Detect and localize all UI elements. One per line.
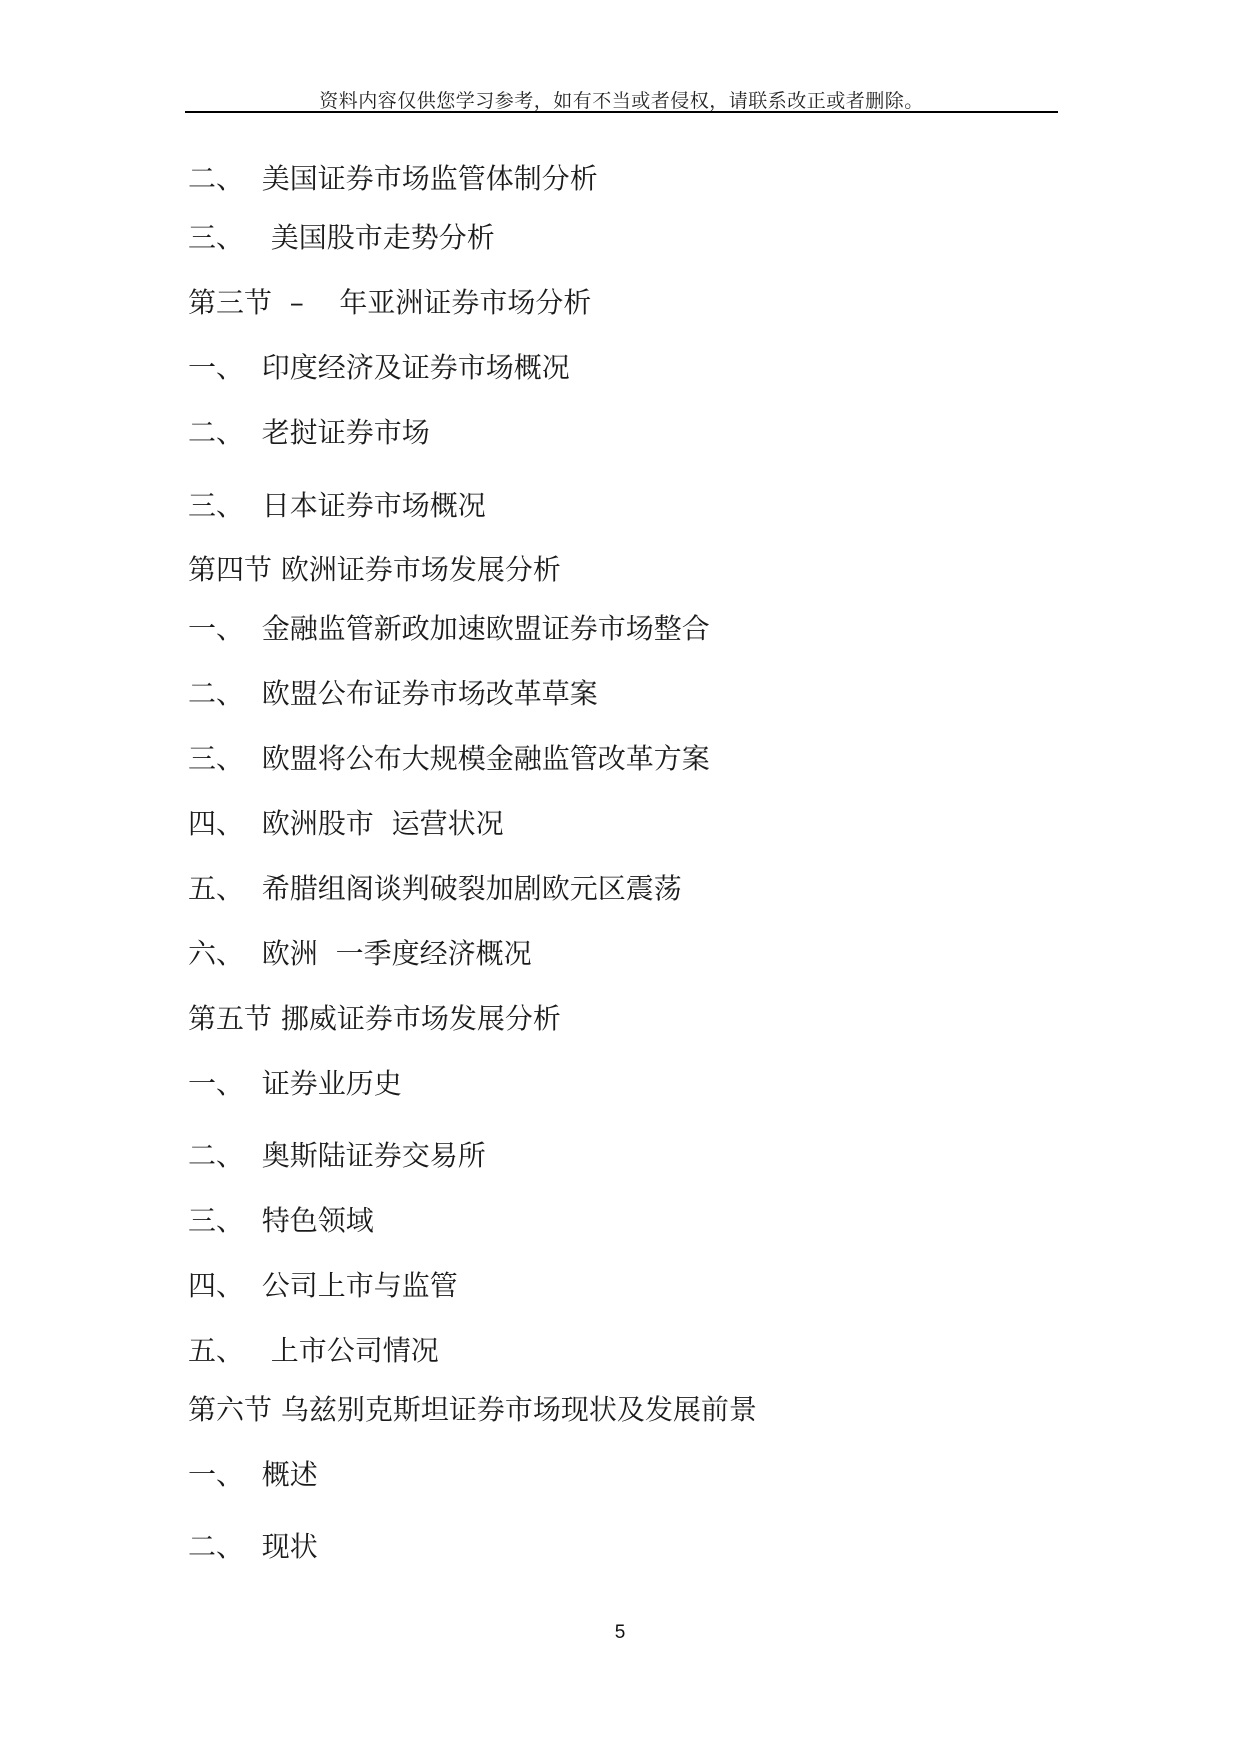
toc-entry: 四、 公司上市与监管	[188, 1269, 458, 1302]
toc-section-heading: 第四节 欧洲证券市场发展分析	[188, 553, 561, 586]
toc-entry: 二、 老挝证券市场	[188, 416, 430, 449]
toc-section-heading: 第五节 挪威证券市场发展分析	[188, 1002, 561, 1035]
toc-entry: 二、 美国证券市场监管体制分析	[188, 162, 598, 195]
toc-entry: 一、 证券业历史	[188, 1067, 402, 1100]
toc-entry: 二、 欧盟公布证券市场改革草案	[188, 677, 598, 710]
toc-entry: 三、 日本证券市场概况	[188, 489, 486, 522]
toc-section-heading: 第六节 乌兹别克斯坦证券市场现状及发展前景	[188, 1393, 757, 1426]
toc-entry: 三、 美国股市走势分析	[188, 221, 495, 254]
toc-entry: 五、 希腊组阁谈判破裂加剧欧元区震荡	[188, 872, 682, 905]
toc-entry: 三、 欧盟将公布大规模金融监管改革方案	[188, 742, 710, 775]
header-disclaimer: 资料内容仅供您学习参考，如有不当或者侵权，请联系改正或者删除。	[319, 90, 924, 112]
toc-entry: 一、 印度经济及证券市场概况	[188, 351, 570, 384]
toc-entry: 一、 概述	[188, 1458, 318, 1491]
toc-entry: 六、 欧洲 一季度经济概况	[188, 937, 532, 970]
page-number: 5	[614, 1622, 626, 1643]
toc-entry: 二、 奥斯陆证券交易所	[188, 1139, 486, 1172]
toc-section-heading: 第三节 – 年亚洲证券市场分析	[188, 286, 592, 319]
toc-entry: 一、 金融监管新政加速欧盟证券市场整合	[188, 612, 710, 645]
toc-entry: 四、 欧洲股市 运营状况	[188, 807, 504, 840]
header-divider	[185, 111, 1058, 113]
toc-entry: 三、 特色领域	[188, 1204, 374, 1237]
toc-entry: 二、 现状	[188, 1530, 318, 1563]
toc-entry: 五、 上市公司情况	[188, 1334, 439, 1367]
